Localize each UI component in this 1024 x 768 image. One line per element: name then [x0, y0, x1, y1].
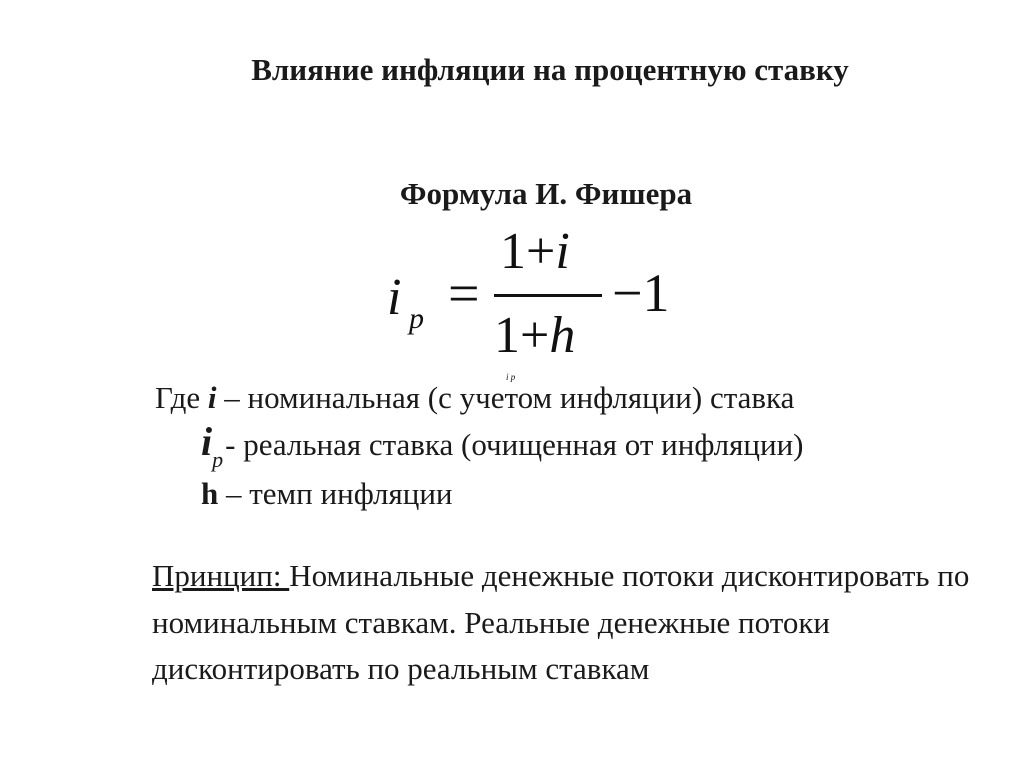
definition-h-symbol: h [201, 476, 219, 511]
definition-h [201, 476, 453, 512]
denominator-variable: h [549, 307, 576, 364]
numerator-variable: i [555, 223, 570, 280]
principle-text: Номинальные денежные потоки дисконтировать по номинальным ставкам. Реальные денежные потоки дисконтировать по реальным ставкам [152, 558, 970, 686]
principle-paragraph [152, 553, 1012, 693]
formula-numerator [500, 222, 570, 281]
slide-title: Влияние инфляции на процентную ставку [251, 52, 849, 87]
denominator-const: 1+ [494, 307, 550, 364]
definition-ip [201, 418, 804, 472]
formula-lhs-subscript: p [409, 302, 424, 335]
definition-h-text: – темп инфляции [218, 476, 453, 511]
definition-intro: Где [155, 380, 208, 415]
definition-ip-text: - реальная ставка (очищенная от инфляции) [225, 427, 804, 462]
definition-ip-subscript: p [212, 447, 224, 472]
tiny-ip-artifact: i p [506, 372, 516, 382]
definition-i [155, 380, 794, 416]
fraction-bar [494, 294, 602, 297]
numerator-const: 1+ [500, 223, 556, 280]
formula-denominator [494, 306, 575, 365]
formula-heading: Формула И. Фишера [399, 176, 693, 211]
principle-label: Принцип: [152, 558, 290, 593]
definition-ip-symbol: i [201, 419, 213, 464]
formula-equals: = [448, 263, 480, 325]
formula-lhs-variable: i [387, 269, 402, 326]
formula-minus-one: −1 [612, 263, 670, 323]
definition-i-symbol: i [207, 380, 217, 415]
definition-i-text: – номинальная (с учетом инфляции) ставка [216, 380, 795, 415]
